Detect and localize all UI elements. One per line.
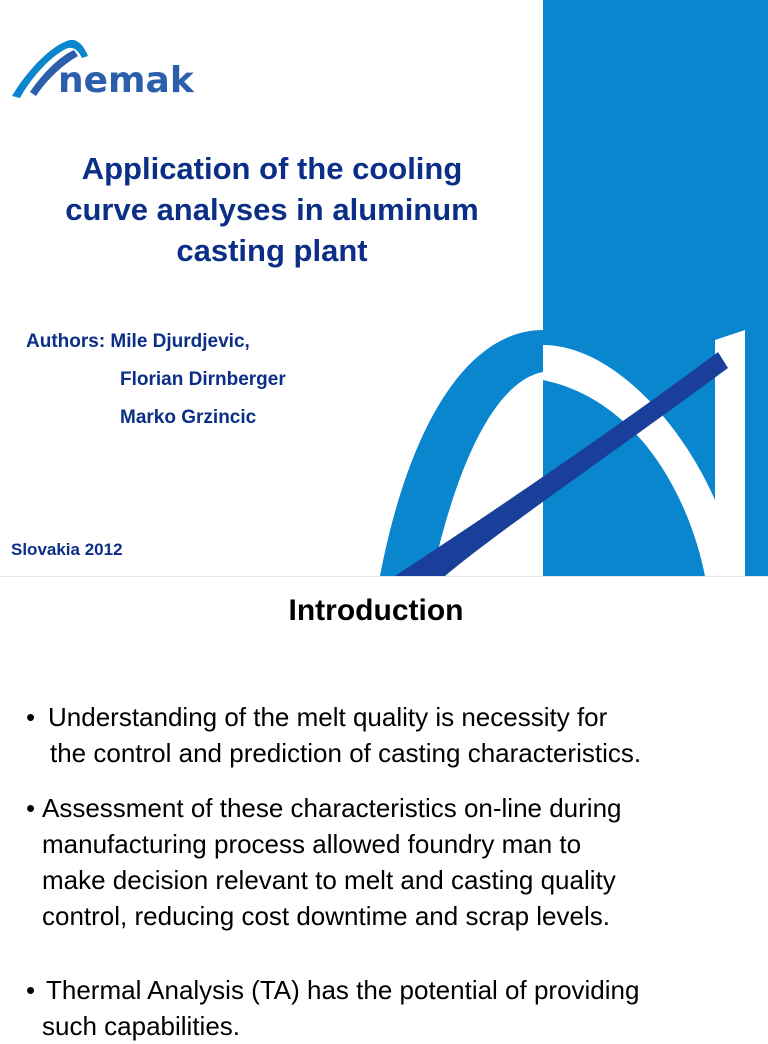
title-line: curve analyses in aluminum — [65, 192, 479, 227]
location-year: Slovakia 2012 — [11, 540, 123, 559]
bullet-line: control, reducing cost downtime and scrap levels. — [42, 901, 610, 931]
bullet-line: the control and prediction of casting characteristics. — [50, 738, 642, 768]
nemak-logo — [8, 34, 208, 104]
bullet-line: Assessment of these characteristics on-line during — [42, 793, 622, 823]
slide-heading: Introduction — [288, 594, 464, 627]
bullet-item — [26, 699, 641, 771]
bullet-line: manufacturing process allowed foundry man to — [42, 829, 582, 859]
author-line: Marko Grzincic — [120, 407, 257, 428]
bullet-line: Understanding of the melt quality is necessity for — [48, 702, 608, 732]
slide-title — [22, 148, 522, 271]
title-line: casting plant — [176, 233, 368, 268]
title-line: Application of the cooling — [81, 151, 463, 186]
bullet-marker: • — [26, 702, 36, 732]
bullet-line: make decision relevant to melt and casting quality — [42, 865, 616, 895]
bullet-line: such capabilities. — [42, 1011, 240, 1041]
bullet-line: Thermal Analysis (TA) has the potential of providing — [46, 975, 640, 1005]
introduction-slide — [0, 577, 768, 1041]
bullet-item — [26, 972, 639, 1044]
bullet-marker: • — [26, 975, 36, 1005]
author-line: Authors: Mile Djurdjevic, — [26, 331, 250, 352]
bullet-marker: • — [26, 793, 36, 823]
logo-wordmark: nemak — [58, 60, 194, 101]
bullet-item — [26, 790, 622, 934]
author-line: Florian Dirnberger — [120, 369, 286, 390]
